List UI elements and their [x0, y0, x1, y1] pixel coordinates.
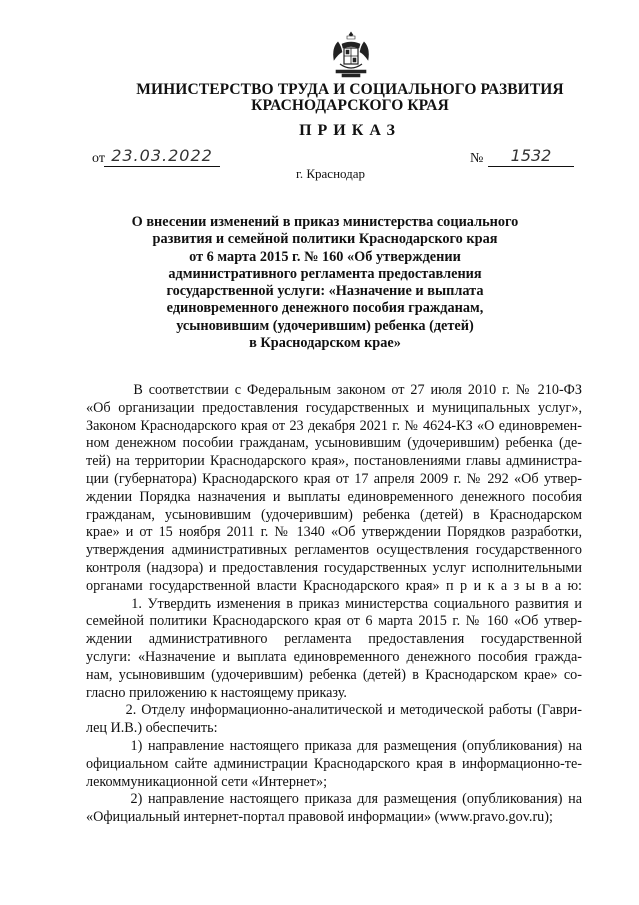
body-line: лекоммуникационной сети «Интернет»; [86, 773, 328, 790]
subject-line: развития и семейной политики Краснодарского края [152, 231, 498, 248]
body-line: утверждения административных регламентов осуществления государственного [86, 542, 582, 559]
body-line: Законом Краснодарского края от 23 декабря 2021 г. № 4624-КЗ «О единовремен- [86, 417, 582, 434]
body-line: ждении административного регламента предоставления государственной [86, 631, 582, 648]
subject-line: единовременного денежного пособия гражданам, [166, 300, 484, 317]
subject-line: О внесении изменений в приказ министерства социального [131, 214, 519, 230]
subject-line: административного регламента предоставления [168, 265, 482, 282]
body-line: контроля (надзора) и предоставления государственных услуг исполнительными [86, 559, 582, 576]
body-line: ном денежном пособии гражданам, усыновившим (удочерившим) ребенка (де- [86, 435, 582, 452]
body-line: нам, усыновившим (удочерившим) ребенка (детей) в Краснодарском крае» со- [86, 666, 582, 683]
date-label: от [92, 151, 105, 166]
order-meta-row [0, 146, 639, 182]
order-subject [130, 214, 520, 352]
order-date: 23.03.2022 [104, 146, 220, 167]
subject-line: усыновившим (удочерившим) ребенка (детей) [176, 317, 474, 334]
body-line: «Об организации предоставления государственных и муниципальных услуг», [86, 399, 582, 416]
body-line: 1. Утвердить изменения в приказ министерства социального развития и [86, 595, 582, 612]
body-line: 1) направление настоящего приказа для размещения (опубликования) на [86, 737, 582, 754]
subject-line: государственной услуги: «Назначение и выплата [166, 283, 484, 300]
body-line: гласно приложению к настоящему приказу. [86, 684, 347, 701]
body-line: органами государственной власти Краснодарского края» п р и к а з ы в а ю: [86, 577, 582, 594]
body-line: гражданам, усыновившим (удочерившим) ребенка (детей) в Краснодарском [86, 506, 582, 523]
body-line: ждении Порядка назначения и выплаты единовременного денежного пособия [86, 488, 582, 505]
body-line: крае» и от 15 ноября 2011 г. № 1340 «Об утверждении Порядков разработки, [86, 524, 582, 541]
ministry-line-1: МИНИСТЕРСТВО ТРУДА И СОЦИАЛЬНОГО РАЗВИТИЯ [136, 81, 564, 98]
body-line: В соответствии с Федеральным законом от 27 июля 2010 г. № 210-ФЗ [86, 382, 582, 398]
city-name: г. Краснодар [296, 166, 366, 181]
ministry-line-2: КРАСНОДАРСКОГО КРАЯ [251, 97, 449, 114]
body-line: семейной политики Краснодарского края от 6 марта 2015 г. № 160 «Об утвер- [86, 613, 582, 630]
body-line: ции (губернатора) Краснодарского края от 17 апреля 2009 г. № 292 «Об утвер- [86, 470, 582, 487]
document-type: ПРИКАЗ [299, 122, 401, 139]
body-line: 2. Отделу информационно-аналитической и методической работы (Гаври- [86, 702, 582, 719]
subject-line: в Краснодарском крае» [249, 335, 401, 352]
body-line: «Официальный интернет-портал правовой информации» (www.pravo.gov.ru); [86, 809, 553, 826]
order-body [86, 382, 582, 827]
body-line: лец И.В.) обеспечить: [86, 720, 218, 737]
number-label: № [470, 151, 484, 166]
body-line: услуги: «Назначение и выплата единовременного денежного пособия гражда- [86, 648, 582, 665]
ministry-name [100, 82, 600, 114]
body-line: официальном сайте администрации Краснодарского края в информационно-те- [86, 755, 582, 772]
subject-line: от 6 марта 2015 г. № 160 «Об утверждении [189, 248, 461, 265]
body-line: тей) на территории Краснодарского края», постановлениями главы администра- [86, 453, 582, 470]
coat-of-arms-icon [330, 30, 372, 80]
order-number: 1532 [488, 146, 574, 167]
body-line: 2) направление настоящего приказа для размещения (опубликования) на [86, 791, 582, 808]
